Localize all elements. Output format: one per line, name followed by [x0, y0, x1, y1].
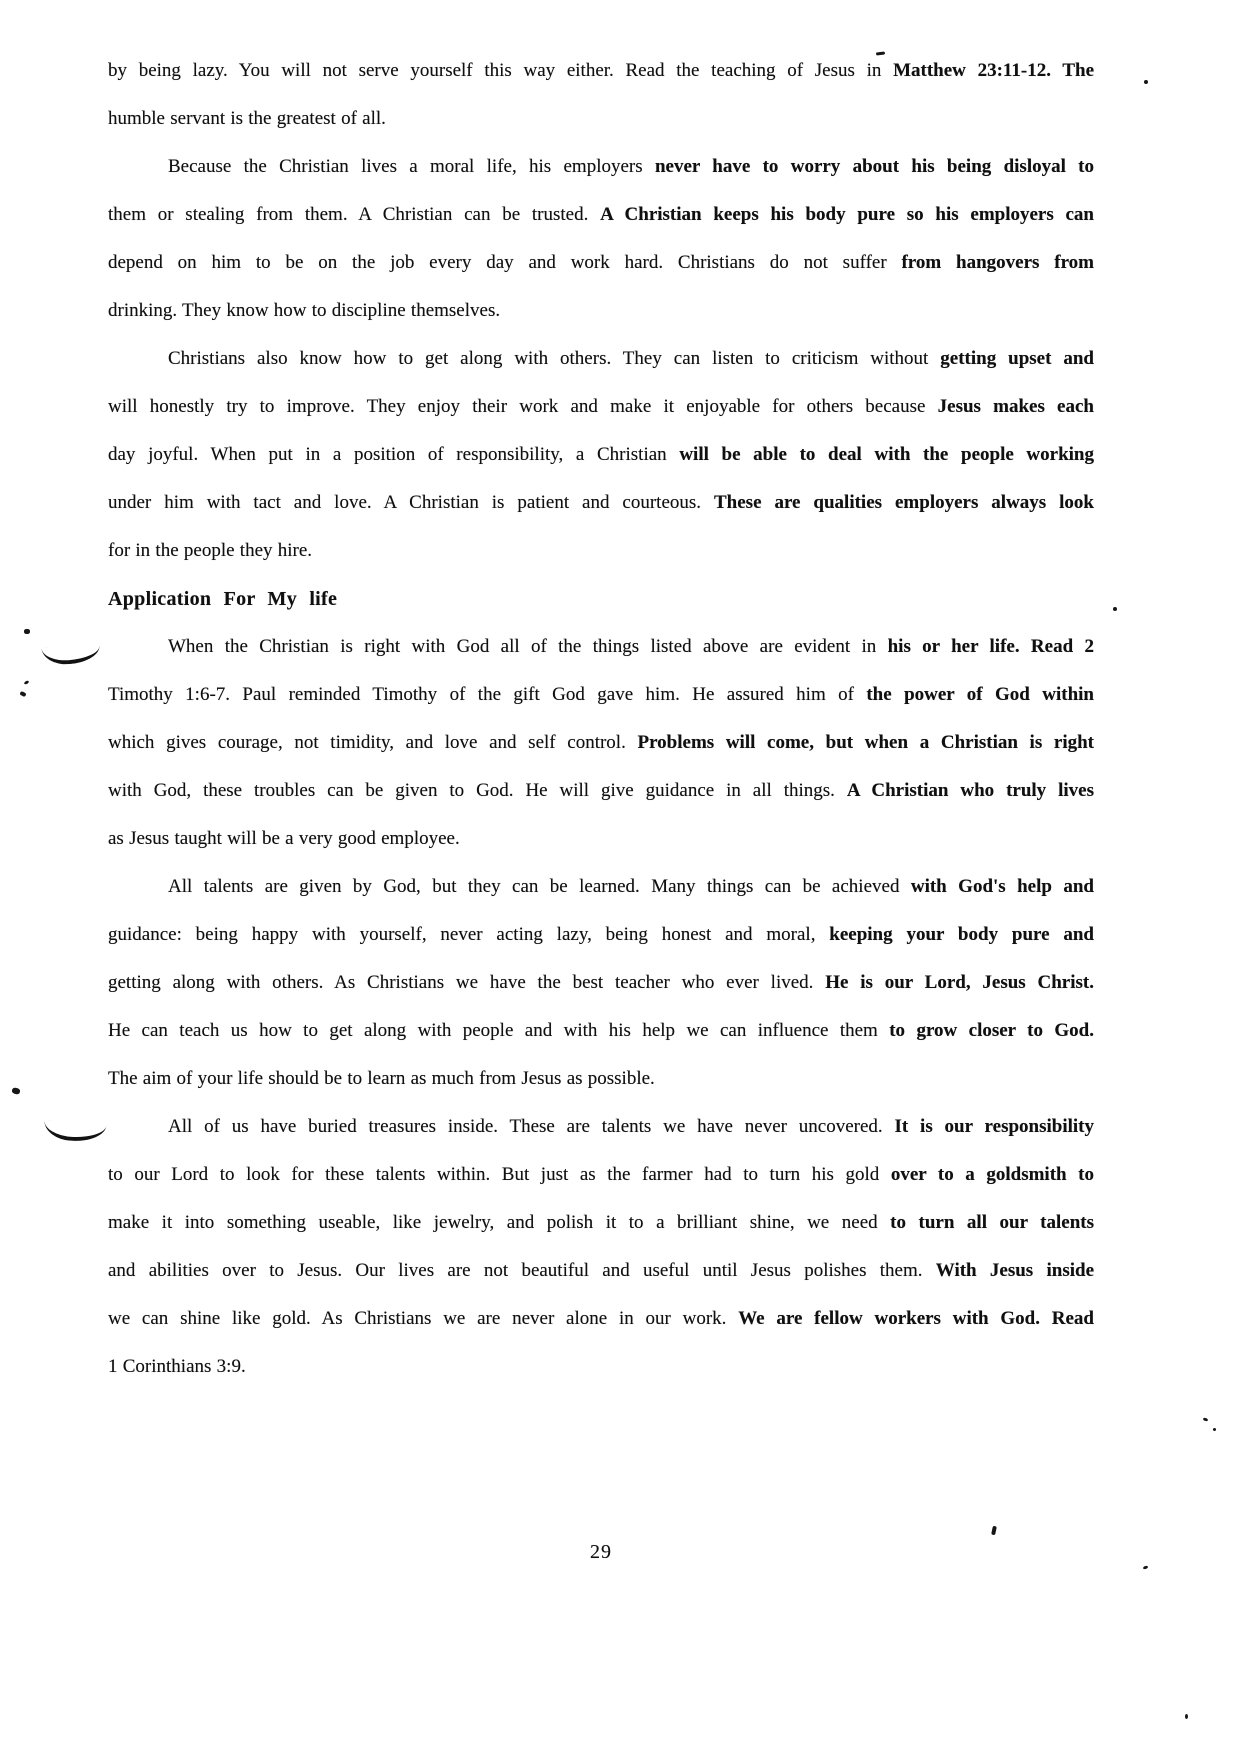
bold-text-segment: A Christian keeps his body pure so his employers can — [600, 204, 1094, 225]
text-line — [108, 95, 1094, 143]
text-segment: will honestly try to improve. They enjoy their work and make it enjoyable for others because — [108, 396, 938, 417]
bold-text-segment: with God's help and — [910, 876, 1094, 897]
text-segment: and abilities over to Jesus. Our lives are not beautiful and useful until Jesus polishes them. — [108, 1260, 936, 1281]
text-line — [108, 239, 1094, 287]
bold-text-segment: Matthew 23:11-12. The — [893, 60, 1094, 81]
pen-dot-mark — [11, 1087, 20, 1095]
bold-text-segment: It is our responsibility — [894, 1116, 1094, 1137]
text-line — [108, 143, 1094, 191]
text-line — [108, 1247, 1094, 1295]
bold-text-segment: to grow closer to God. — [889, 1020, 1094, 1041]
text-segment: to our Lord to look for these talents within. But just as the farmer had to turn his gold — [108, 1164, 891, 1185]
bold-text-segment: Jesus makes each — [937, 396, 1094, 417]
pen-tick-mark — [19, 691, 26, 697]
document-body — [108, 47, 1094, 1391]
text-line — [108, 431, 1094, 479]
text-line — [108, 1199, 1094, 1247]
text-segment: Timothy 1:6-7. Paul reminded Timothy of the gift God gave him. He assured him of — [108, 684, 867, 705]
text-line — [108, 1055, 1094, 1103]
text-line — [108, 959, 1094, 1007]
text-line — [108, 1295, 1094, 1343]
text-line — [108, 479, 1094, 527]
text-segment: 1 Corinthians 3:9. — [108, 1356, 246, 1377]
scan-speck — [1113, 607, 1117, 611]
text-segment: with God, these troubles can be given to God. He will give guidance in all things. — [108, 780, 847, 801]
text-line — [108, 911, 1094, 959]
scan-speck — [991, 1526, 997, 1536]
text-segment: day joyful. When put in a position of responsibility, a Christian — [108, 444, 680, 465]
text-line — [108, 671, 1094, 719]
bold-text-segment: never have to worry about his being disloyal to — [654, 156, 1094, 177]
scan-speck — [1213, 1428, 1216, 1431]
text-line — [108, 287, 1094, 335]
text-line — [108, 719, 1094, 767]
text-line — [108, 1343, 1094, 1391]
bold-text-segment: over to a goldsmith to — [890, 1164, 1094, 1185]
bold-text-segment: With Jesus inside — [935, 1260, 1094, 1281]
text-line — [108, 191, 1094, 239]
text-line — [108, 47, 1094, 95]
scan-speck — [1143, 1565, 1149, 1570]
text-segment: All talents are given by God, but they can be learned. Many things can be achieved — [168, 876, 911, 897]
text-segment: Because the Christian lives a moral life, his employers — [168, 156, 655, 177]
bold-text-segment: A Christian who truly lives — [846, 780, 1094, 801]
text-segment: All of us have buried treasures inside. These are talents we have never uncovered. — [168, 1116, 895, 1137]
text-line — [108, 815, 1094, 863]
text-segment: depend on him to be on the job every day and work hard. Christians do not suffer — [108, 252, 902, 273]
text-segment: which gives courage, not timidity, and love and self control. — [108, 732, 638, 753]
pen-swoosh-mark — [41, 644, 100, 666]
text-line — [108, 863, 1094, 911]
text-line — [108, 767, 1094, 815]
text-segment: The aim of your life should be to learn as much from Jesus as possible. — [108, 1068, 655, 1089]
bold-text-segment: keeping your body pure and — [829, 924, 1094, 945]
text-segment: under him with tact and love. A Christian is patient and courteous. — [108, 492, 714, 513]
text-segment: He can teach us how to get along with people and with his help we can influence them — [108, 1020, 890, 1041]
text-segment: When the Christian is right with God all of the things listed above are evident in — [168, 636, 888, 657]
text-segment: drinking. They know how to discipline themselves. — [108, 300, 501, 321]
scan-speck — [1185, 1714, 1188, 1719]
scan-speck — [1203, 1417, 1209, 1422]
pen-dot-mark — [24, 629, 30, 634]
text-segment: humble servant is the greatest of all. — [108, 108, 386, 129]
bold-text-segment: He is our Lord, Jesus Christ. — [825, 972, 1094, 993]
text-line — [108, 1007, 1094, 1055]
bold-text-segment: his or her life. Read 2 — [887, 636, 1094, 657]
text-line — [108, 1151, 1094, 1199]
text-segment: guidance: being happy with yourself, never acting lazy, being honest and moral, — [108, 924, 830, 945]
scan-speck — [1144, 80, 1148, 84]
text-segment: Christians also know how to get along with others. They can listen to criticism without — [168, 348, 941, 369]
bold-text-segment: Problems will come, but when a Christian is right — [637, 732, 1094, 753]
bold-text-segment: to turn all our talents — [890, 1212, 1094, 1233]
bold-text-segment: the power of God within — [866, 684, 1094, 705]
bold-text-segment: getting upset and — [940, 348, 1094, 369]
text-segment: for in the people they hire. — [108, 540, 313, 561]
text-segment: make it into something useable, like jewelry, and polish it to a brilliant shine, we need — [108, 1212, 891, 1233]
pen-tick-mark — [24, 680, 30, 685]
bold-text-segment: from hangovers from — [901, 252, 1094, 273]
text-line — [108, 527, 1094, 575]
text-segment: as Jesus taught will be a very good employee. — [108, 828, 460, 849]
text-line — [108, 623, 1094, 671]
text-segment: we can shine like gold. As Christians we are never alone in our work. — [108, 1308, 739, 1329]
text-segment: them or stealing from them. A Christian can be trusted. — [108, 204, 601, 225]
pen-swoosh-mark — [44, 1120, 107, 1142]
text-line — [108, 383, 1094, 431]
text-segment: getting along with others. As Christians we have the best teacher who ever lived. — [108, 972, 826, 993]
text-segment: by being lazy. You will not serve yourself this way either. Read the teaching of Jesus in — [108, 60, 894, 81]
text-line — [108, 335, 1094, 383]
section-heading: Application For My life — [108, 588, 338, 610]
bold-text-segment: We are fellow workers with God. Read — [738, 1308, 1094, 1329]
text-line — [108, 1103, 1094, 1151]
bold-text-segment: will be able to deal with the people working — [679, 444, 1094, 465]
bold-text-segment: These are qualities employers always look — [714, 492, 1094, 513]
page-number: 29 — [590, 1541, 612, 1563]
